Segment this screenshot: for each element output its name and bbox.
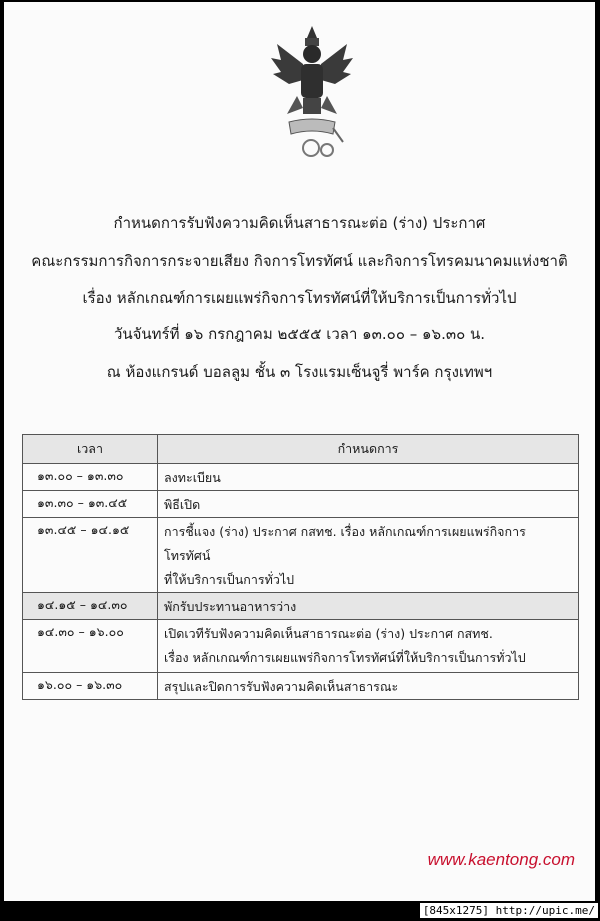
- table-row: [23, 593, 579, 620]
- time-cell: ๑๓.๔๕ – ๑๔.๑๕: [23, 518, 158, 593]
- agenda-cell: [158, 491, 579, 518]
- document-page: [4, 2, 595, 901]
- heading-line-3: เรื่อง หลักเกณฑ์การเผยแพร่กิจการโทรทัศน์ที่ให้บริการเป็นการทั่วไป: [82, 289, 517, 307]
- schedule-table: [22, 434, 579, 700]
- time-cell: ๑๖.๐๐ – ๑๖.๓๐: [23, 673, 158, 700]
- heading-line-5: ณ ห้องแกรนด์ บอลลูม ชั้น ๓ โรงแรมเซ็นจูรี่ พาร์ค กรุงเทพฯ: [106, 363, 493, 381]
- agenda-cell: [158, 673, 579, 700]
- agenda-line: พักรับประทานอาหารว่าง: [164, 599, 297, 614]
- table-header-row: [23, 435, 579, 464]
- table-row: [23, 464, 579, 491]
- time-cell: ๑๔.๓๐ – ๑๖.๐๐: [23, 620, 158, 673]
- image-size-stamp: [845x1275] http://upic.me/: [420, 903, 598, 918]
- table-row: [23, 673, 579, 700]
- time-cell: ๑๓.๓๐ – ๑๓.๔๕: [23, 491, 158, 518]
- table-row: [23, 620, 579, 673]
- heading-line-2: คณะกรรมการกิจการกระจายเสียง กิจการโทรทัศน์ และกิจการโทรคมนาคมแห่งชาติ: [31, 252, 568, 270]
- garuda-emblem-icon: [267, 24, 357, 159]
- agenda-cell: [158, 593, 579, 620]
- heading-line-1: กำหนดการรับฟังความคิดเห็นสาธารณะต่อ (ร่าง) ประกาศ: [113, 214, 486, 232]
- time-cell: ๑๔.๑๕ – ๑๔.๓๐: [23, 593, 158, 620]
- column-header-agenda: กำหนดการ: [158, 435, 579, 464]
- agenda-cell: [158, 518, 579, 593]
- table-row: [23, 518, 579, 593]
- agenda-line: ที่ให้บริการเป็นการทั่วไป: [164, 572, 295, 587]
- watermark-link[interactable]: www.kaentong.com: [427, 850, 575, 869]
- time-cell: ๑๓.๐๐ – ๑๓.๓๐: [23, 464, 158, 491]
- heading-line-4: วันจันทร์ที่ ๑๖ กรกฎาคม ๒๕๕๕ เวลา ๑๓.๐๐ – ๑๖.๓๐ น.: [113, 325, 486, 343]
- agenda-line: ลงทะเบียน: [164, 470, 221, 485]
- agenda-line: เปิดเวทีรับฟังความคิดเห็นสาธารณะต่อ (ร่าง) ประกาศ กสทช.: [164, 626, 493, 641]
- agenda-line: พิธีเปิด: [164, 497, 201, 512]
- table-row: [23, 491, 579, 518]
- column-header-time: เวลา: [23, 435, 158, 464]
- agenda-line: สรุปและปิดการรับฟังความคิดเห็นสาธารณะ: [164, 679, 399, 694]
- agenda-line: การชี้แจง (ร่าง) ประกาศ กสทช. เรื่อง หลักเกณฑ์การเผยแพร่กิจการโทรทัศน์: [164, 524, 526, 563]
- agenda-cell: [158, 464, 579, 491]
- agenda-cell: [158, 620, 579, 673]
- agenda-line: เรื่อง หลักเกณฑ์การเผยแพร่กิจการโทรทัศน์ที่ให้บริการเป็นการทั่วไป: [164, 650, 526, 665]
